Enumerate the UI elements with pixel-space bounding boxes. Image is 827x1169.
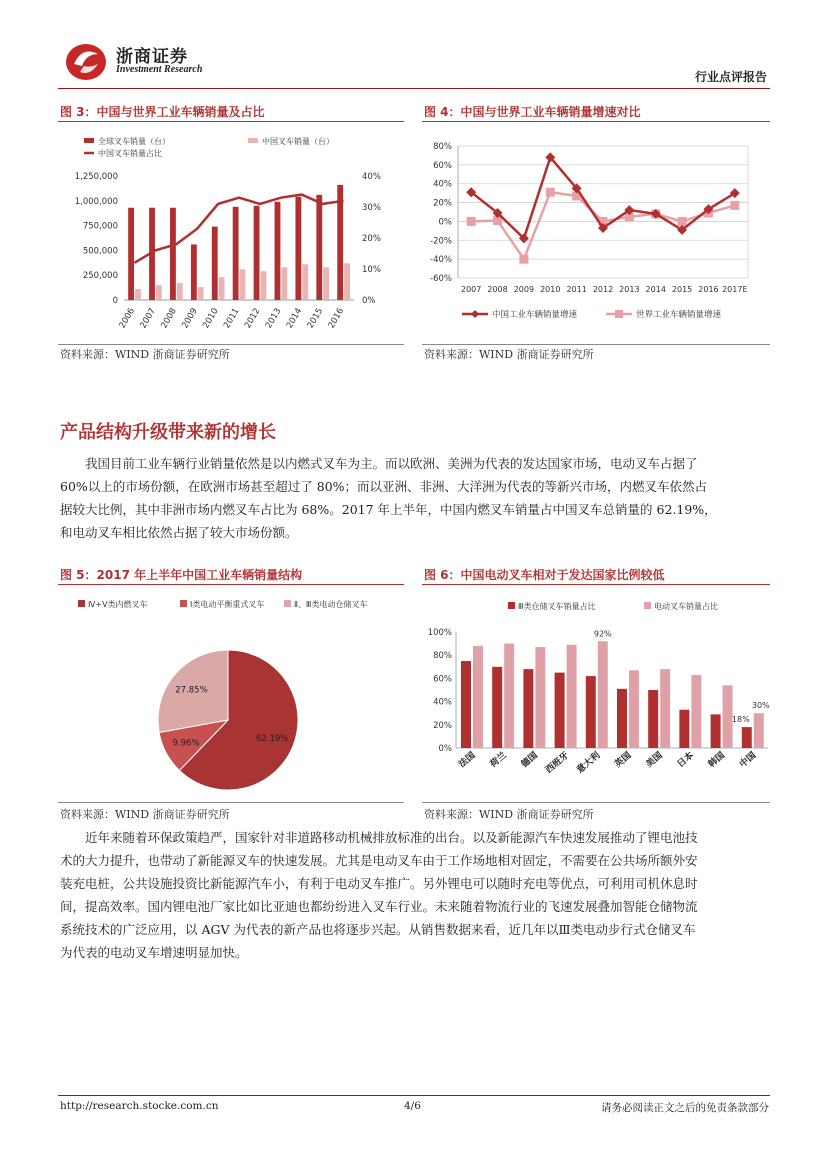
legend-label: Ⅲ类仓储叉车销量占比 bbox=[518, 602, 596, 611]
x-tick-label: 韩国 bbox=[706, 750, 728, 770]
x-tick-label: 2015 bbox=[305, 306, 326, 331]
bar-global bbox=[316, 195, 322, 300]
y-tick-label: 60% bbox=[433, 160, 452, 171]
bar-class3 bbox=[461, 661, 471, 748]
legend-swatch bbox=[84, 138, 94, 143]
legend-label: 中国叉车销量（台） bbox=[262, 137, 334, 146]
y-tick-label: 750,000 bbox=[82, 221, 118, 232]
y2-tick-label: 40% bbox=[362, 172, 381, 182]
bar-china bbox=[219, 277, 225, 300]
fig3-title-rule bbox=[58, 121, 404, 122]
fig4-source: 资料来源：WIND 浙商证券研究所 bbox=[424, 348, 594, 361]
bar-global bbox=[212, 227, 218, 300]
y2-tick-label: 20% bbox=[362, 234, 381, 244]
bar-electric bbox=[473, 646, 483, 748]
footer-disclaimer: 请务必阅读正文之后的免责条款部分 bbox=[601, 1102, 769, 1114]
bar-electric bbox=[598, 641, 608, 748]
legend-swatch bbox=[508, 602, 515, 609]
bar-china bbox=[177, 283, 183, 300]
footer-divider bbox=[58, 1095, 770, 1096]
x-tick-label: 英国 bbox=[613, 750, 634, 770]
bar-china bbox=[135, 289, 141, 300]
x-tick-label: 2006 bbox=[117, 306, 138, 331]
legend-marker bbox=[471, 310, 479, 318]
x-tick-label: 中国 bbox=[738, 750, 759, 770]
y-tick-label: -40% bbox=[430, 255, 452, 266]
x-tick-label: 2009 bbox=[513, 285, 535, 294]
x-tick-label: 2008 bbox=[159, 306, 179, 331]
paragraph-2-line: 为代表的电动叉车增速明显加快。 bbox=[60, 945, 248, 960]
y-tick-label: 20% bbox=[433, 198, 452, 209]
x-tick-label: 2012 bbox=[592, 285, 614, 294]
bar-electric bbox=[660, 669, 670, 748]
y-tick-label: 40% bbox=[433, 697, 452, 708]
paragraph-1-line: 我国目前工业车辆行业销量依然是以内燃式叉车为主。而以欧洲、美洲为代表的发达国家市场，电动叉车占据了 bbox=[85, 456, 698, 471]
slice-label: 27.85% bbox=[175, 685, 208, 696]
x-tick-label: 2007 bbox=[461, 285, 482, 294]
bar-class3 bbox=[492, 667, 502, 748]
fig5-title-rule bbox=[58, 584, 404, 585]
fig6-title-rule bbox=[422, 584, 770, 585]
paragraph-2-line: 近年来随着环保政策趋严，国家针对非道路移动机械排放标准的出台。以及新能源汽车快速发展推动了锂电池技 bbox=[85, 830, 698, 845]
legend-label: Ⅱ、Ⅲ类电动仓储叉车 bbox=[294, 600, 368, 609]
logo-english: Investment Research bbox=[116, 64, 203, 75]
y-tick-label: 250,000 bbox=[82, 271, 118, 282]
bar-china bbox=[302, 264, 308, 300]
bar-class3 bbox=[711, 714, 721, 748]
x-tick-label: 西班牙 bbox=[544, 750, 572, 776]
fig6-source-rule bbox=[422, 802, 770, 803]
y-tick-label: 60% bbox=[433, 674, 452, 685]
x-tick-label: 2014 bbox=[645, 285, 666, 294]
bar-global bbox=[275, 202, 281, 300]
bar-class3 bbox=[742, 727, 752, 748]
line-china-share bbox=[134, 195, 343, 263]
legend-marker bbox=[615, 310, 623, 318]
bar-electric bbox=[567, 645, 577, 748]
x-tick-label: 2017E bbox=[722, 285, 748, 294]
data-point bbox=[678, 217, 687, 226]
fig3-title: 图 3：中国与世界工业车辆销量及占比 bbox=[60, 105, 265, 119]
bar-electric bbox=[691, 675, 701, 748]
fig4-source-rule bbox=[422, 344, 770, 345]
y-tick-label: 80% bbox=[433, 142, 452, 152]
bar-class3 bbox=[617, 689, 627, 748]
x-tick-label: 2010 bbox=[540, 285, 561, 294]
y2-tick-label: 30% bbox=[362, 203, 381, 213]
slice-label: 9.96% bbox=[172, 738, 200, 749]
page-number: 4/6 bbox=[404, 1100, 421, 1112]
bar-class3 bbox=[648, 690, 658, 748]
x-tick-label: 2011 bbox=[566, 285, 587, 294]
bar-electric bbox=[504, 644, 514, 748]
fig3-source-rule bbox=[58, 344, 404, 345]
bar-electric bbox=[535, 647, 545, 748]
bar-global bbox=[170, 208, 176, 300]
bar-china bbox=[281, 267, 287, 300]
paragraph-1-line: 60%以上的市场份额，在欧洲市场甚至超过了 80%；而以亚洲、非洲、大洋洲为代表的等新兴市场，内燃叉车依然占 bbox=[60, 479, 708, 494]
x-tick-label: 荷兰 bbox=[488, 750, 509, 770]
bar-global bbox=[233, 207, 239, 300]
data-point bbox=[730, 201, 739, 210]
x-tick-label: 意大利 bbox=[575, 750, 603, 776]
fig5-chart bbox=[58, 588, 404, 800]
data-label: 92% bbox=[593, 629, 612, 639]
data-label: 30% bbox=[751, 701, 770, 711]
fig5-source-rule bbox=[58, 802, 404, 803]
bar-global bbox=[191, 244, 197, 300]
legend-swatch bbox=[180, 600, 187, 607]
x-tick-label: 2008 bbox=[487, 285, 508, 294]
paragraph-2-line: 术的大力提升，也带动了新能源叉车的快速发展。尤其是电动叉车由于工作场地相对固定，不需要在公共场所额外安 bbox=[60, 853, 698, 868]
data-label: 18% bbox=[731, 715, 750, 725]
legend-label: 电动叉车销量占比 bbox=[654, 602, 718, 611]
bar-global bbox=[295, 197, 301, 300]
y-tick-label: -20% bbox=[430, 236, 452, 247]
slice-label: 62.19% bbox=[255, 733, 289, 744]
x-tick-label: 2015 bbox=[671, 285, 693, 294]
report-type: 行业点评报告 bbox=[694, 70, 767, 84]
legend-label: 世界工业车辆销量增速 bbox=[636, 310, 722, 320]
legend-label: Ⅰ类电动平衡重式叉车 bbox=[190, 600, 265, 609]
y-tick-label: 0% bbox=[438, 744, 452, 754]
paragraph-2-line: 系统技术的广泛应用，以 AGV 为代表的新产品也将逐步兴起。从销售数据来看，近几年以Ⅲ类电动步行式仓储叉车 bbox=[60, 922, 696, 937]
bar-china bbox=[156, 285, 162, 300]
paragraph-2-line: 装充电桩，公共设施投资比新能源汽车小，有利于电动叉车推广。另外锂电可以随时充电等优点，可利用司机休息时 bbox=[60, 876, 698, 891]
x-tick-label: 2014 bbox=[284, 306, 305, 331]
header-divider bbox=[58, 88, 770, 89]
data-point bbox=[546, 188, 555, 197]
bar-class3 bbox=[523, 669, 533, 748]
fig6-source: 资料来源：WIND 浙商证券研究所 bbox=[424, 808, 594, 821]
legend-swatch bbox=[248, 138, 258, 143]
y-tick-label: 20% bbox=[433, 720, 452, 731]
fig6-title: 图 6：中国电动叉车相对于发达国家比例较低 bbox=[424, 568, 665, 582]
paragraph-1 bbox=[60, 452, 770, 544]
bar-china bbox=[240, 269, 246, 300]
x-tick-label: 法国 bbox=[457, 750, 478, 770]
bar-china bbox=[323, 267, 329, 300]
bar-class3 bbox=[679, 710, 689, 748]
y2-tick-label: 10% bbox=[362, 265, 381, 275]
y-tick-label: 100% bbox=[427, 628, 452, 638]
paragraph-2 bbox=[60, 826, 770, 964]
paragraph-2-line: 间，提高效率。国内锂电池厂家比如比亚迪也都纷纷进入叉车行业。未来随着物流行业的飞速发展叠加智能仓储物流 bbox=[60, 899, 698, 914]
x-tick-label: 2013 bbox=[619, 285, 640, 294]
x-tick-label: 德国 bbox=[519, 750, 540, 770]
legend-swatch bbox=[78, 600, 85, 607]
paragraph-1-line: 和电动叉车相比依然占据了较大市场份额。 bbox=[60, 525, 298, 540]
x-tick-label: 2010 bbox=[201, 306, 221, 331]
y-tick-label: 80% bbox=[433, 651, 452, 662]
logo-name: 浙商证券 bbox=[116, 47, 188, 67]
y-tick-label: 1,000,000 bbox=[74, 196, 118, 207]
legend-label: 中国工业车辆销量增速 bbox=[492, 310, 578, 320]
bar-china bbox=[344, 263, 350, 300]
bar-china bbox=[198, 287, 204, 300]
legend-swatch bbox=[284, 600, 291, 607]
bar-global bbox=[254, 206, 260, 300]
bar-china bbox=[260, 271, 266, 300]
section-title: 产品结构升级带来新的增长 bbox=[60, 422, 276, 443]
y-tick-label: 0% bbox=[438, 217, 452, 228]
y-tick-label: 1,250,000 bbox=[74, 172, 118, 182]
fig3-source: 资料来源：WIND 浙商证券研究所 bbox=[60, 348, 230, 361]
legend-swatch bbox=[644, 602, 651, 609]
bar-electric bbox=[629, 670, 639, 748]
x-tick-label: 美国 bbox=[644, 750, 665, 770]
bar-electric bbox=[754, 713, 764, 748]
fig3-chart bbox=[58, 124, 404, 342]
fig5-source: 资料来源：WIND 浙商证券研究所 bbox=[60, 808, 230, 821]
bar-class3 bbox=[555, 673, 565, 748]
paragraph-1-line: 据较大比例，其中非洲市场内燃叉车占比为 68%。2017 年上半年，中国内燃叉车销量占中国叉车总销量的 62.19%， bbox=[60, 502, 717, 517]
legend-label: Ⅳ+Ⅴ类内燃叉车 bbox=[88, 600, 148, 609]
bar-global bbox=[128, 208, 134, 300]
y-tick-label: 500,000 bbox=[82, 246, 118, 257]
fig4-title-rule bbox=[422, 121, 770, 122]
bar-class3 bbox=[586, 676, 596, 748]
x-tick-label: 2013 bbox=[263, 306, 284, 331]
x-tick-label: 2009 bbox=[180, 306, 200, 331]
legend-label: 中国叉车销量占比 bbox=[98, 149, 162, 158]
y-tick-label: 40% bbox=[433, 179, 452, 190]
x-tick-label: 2016 bbox=[326, 306, 347, 331]
x-tick-label: 2012 bbox=[243, 306, 263, 331]
x-tick-label: 2016 bbox=[698, 285, 719, 294]
data-point bbox=[467, 217, 476, 226]
x-tick-label: 日本 bbox=[675, 750, 696, 770]
footer-url[interactable]: http://research.stocke.com.cn bbox=[60, 1100, 219, 1112]
data-point bbox=[519, 255, 528, 264]
x-tick-label: 2011 bbox=[222, 306, 242, 331]
y-tick-label: 0 bbox=[112, 296, 118, 306]
fig5-title: 图 5：2017 年上半年中国工业车辆销量结构 bbox=[60, 568, 303, 582]
y2-tick-label: 0% bbox=[362, 296, 376, 306]
x-tick-label: 2007 bbox=[138, 306, 158, 331]
fig6-chart bbox=[422, 588, 770, 800]
y-tick-label: -60% bbox=[430, 274, 452, 284]
legend-label: 全球叉车销量（台） bbox=[98, 137, 170, 146]
fig4-chart bbox=[422, 124, 770, 342]
fig4-title: 图 4：中国与世界工业车辆销量增速对比 bbox=[424, 105, 641, 119]
